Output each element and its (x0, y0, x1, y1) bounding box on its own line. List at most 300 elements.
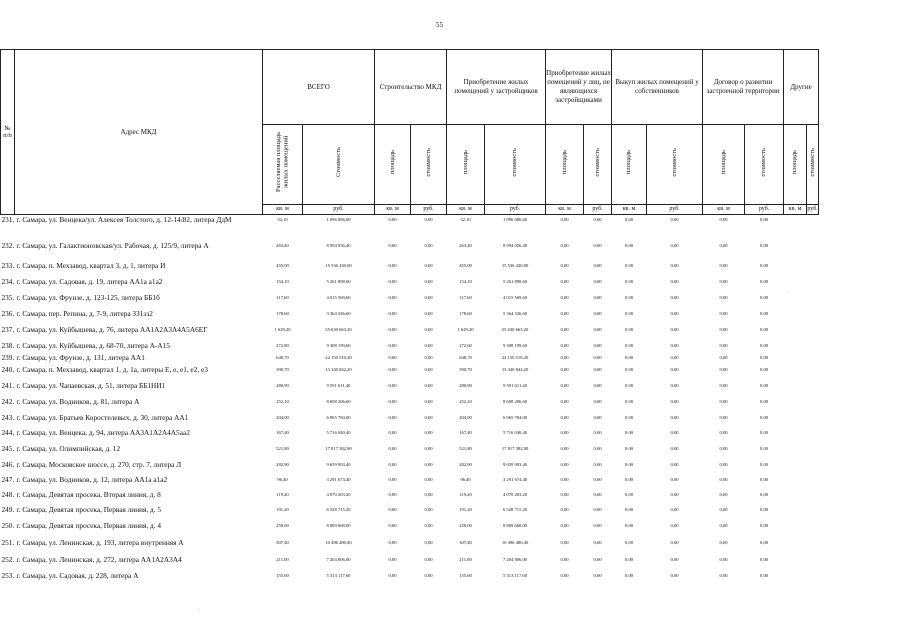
value-cell: 0,00 (625, 491, 634, 497)
value-cell: 0,00 (760, 556, 769, 562)
table-row (1, 397, 819, 413)
value-cell: 0,00 (760, 354, 769, 360)
value-cell: 0,00 (625, 414, 634, 420)
table-row (1, 365, 819, 381)
value-cell (784, 261, 807, 277)
sub-header (703, 125, 745, 205)
value-cell: 280,90 (276, 382, 289, 388)
value-cell: 0,00 (625, 342, 634, 348)
group-header: Приобретение жилых помещений у застройщиков (447, 50, 546, 125)
value-cell: 0,00 (625, 506, 634, 512)
table-body (1, 215, 819, 587)
value-cell: 0,00 (670, 491, 679, 497)
value-cell: 0,00 (760, 476, 769, 482)
table-row (1, 490, 819, 505)
value-cell: 0,00 (424, 310, 433, 316)
value-cell: 0,00 (670, 382, 679, 388)
value-cell: 0,00 (388, 476, 397, 482)
value-cell: 0,00 (719, 476, 728, 482)
row-number: 253. (1, 570, 15, 580)
value-cell: 6 965 784,00 (502, 414, 528, 420)
value-cell: 17 817 382,80 (325, 445, 352, 451)
value-cell: 204,00 (276, 414, 289, 420)
value-cell: 0,00 (625, 294, 634, 300)
value-cell: 0,00 (593, 262, 602, 268)
value-cell: 0,00 (388, 539, 397, 545)
unit-header: кв. м (447, 205, 485, 215)
value-cell (807, 293, 819, 309)
value-cell: 1 629,20 (457, 326, 474, 332)
value-cell: 0,00 (388, 342, 397, 348)
value-cell: 0,00 (593, 522, 602, 528)
value-cell: 0,00 (760, 539, 769, 545)
value-cell: 0,00 (388, 382, 397, 388)
value-cell: 455,00 (459, 262, 472, 268)
value-cell: 32,10 (277, 217, 288, 222)
value-cell: 0,00 (625, 556, 634, 562)
value-cell: 0,00 (560, 556, 569, 562)
value-cell: 0,00 (388, 354, 397, 360)
value-cell (807, 353, 819, 365)
value-cell: 0,00 (388, 429, 397, 435)
value-cell: 0,00 (760, 506, 769, 512)
value-cell: 0,00 (625, 326, 634, 332)
address-cell: г. Самара, Девятая просека, Первая линия, д. 5 (16, 504, 162, 514)
value-cell (784, 365, 807, 381)
value-cell: 0,00 (424, 414, 433, 420)
value-cell: 0,00 (670, 556, 679, 562)
sub-header-label: стоимость (511, 147, 519, 177)
table-row (1, 353, 819, 365)
value-cell: 0,00 (719, 429, 728, 435)
value-cell: 0,00 (625, 382, 634, 388)
value-cell: 0,00 (388, 398, 397, 404)
value-cell: 0,00 (424, 342, 433, 348)
value-cell: 0,00 (670, 476, 679, 482)
value-cell: 0,00 (625, 217, 634, 222)
value-cell: 155,60 (276, 572, 289, 578)
value-cell (784, 475, 807, 490)
value-cell: 390,70 (276, 366, 289, 372)
address-cell: г. Самара, п. Мехзавод, квартал 3, д. 1, литера И (16, 260, 166, 270)
table-row (1, 277, 819, 293)
value-cell: 0,00 (719, 262, 728, 268)
value-cell: 0,00 (560, 294, 569, 300)
sub-header-label: стоимость (760, 147, 768, 177)
value-cell: 282,90 (459, 461, 472, 467)
table-row (1, 261, 819, 277)
value-cell: 5 313 117,60 (503, 572, 528, 578)
value-cell: 0,00 (560, 445, 569, 451)
row-number: 236. (1, 308, 15, 318)
value-cell: 0,00 (719, 414, 728, 420)
value-cell: 10 496 480,40 (501, 539, 529, 545)
value-cell: 0,00 (560, 539, 569, 545)
value-cell: 0,00 (719, 445, 728, 451)
resettlement-table (0, 49, 819, 587)
unit-header: руб. (411, 205, 447, 215)
value-cell: 0,00 (424, 522, 433, 528)
value-cell: 258,00 (276, 522, 289, 528)
value-cell: 0,00 (670, 366, 679, 372)
row-number: 247. (1, 474, 15, 484)
value-cell: 119,20 (276, 491, 289, 497)
value-cell (807, 444, 819, 460)
value-cell: 9 308 199,60 (502, 342, 528, 348)
value-cell (784, 444, 807, 460)
value-cell: 191,20 (276, 506, 289, 512)
scan-speck: · (198, 608, 200, 613)
value-cell: 0,00 (388, 242, 397, 248)
row-number: 250. (1, 520, 15, 530)
value-cell: 0,00 (760, 242, 769, 248)
value-cell: 0,00 (625, 398, 634, 404)
value-cell: 0,00 (670, 461, 679, 467)
value-cell (784, 521, 807, 538)
value-cell: 0,00 (424, 445, 433, 451)
value-cell: 263,40 (459, 242, 472, 248)
value-cell: 0,00 (424, 354, 433, 360)
value-cell: 390,70 (459, 366, 472, 372)
value-cell: 0,00 (388, 445, 397, 451)
unit-header: руб. (303, 205, 375, 215)
value-cell: 0,00 (760, 445, 769, 451)
value-cell: 22 150 510,20 (325, 354, 352, 360)
value-cell: 0,00 (424, 262, 433, 268)
value-cell (807, 505, 819, 521)
group-header: Другие (784, 50, 819, 125)
num-header: № п/п (1, 50, 15, 215)
value-cell: 17 817 382,80 (501, 445, 529, 451)
value-cell: 0,00 (424, 398, 433, 404)
address-cell: г. Самара, ул. Садовая, д. 228, литера А (16, 570, 139, 580)
value-cell: 0,00 (560, 572, 569, 578)
value-cell: 0,00 (560, 461, 569, 467)
value-cell: 0,00 (625, 476, 634, 482)
value-cell: 6 528 715,20 (326, 506, 351, 512)
value-cell: 0,00 (719, 382, 728, 388)
value-cell: 0,00 (760, 342, 769, 348)
value-cell: 0,00 (593, 278, 602, 284)
value-cell: 282,90 (276, 461, 289, 467)
group-header: Договор о развитии застроенной территории (703, 50, 784, 125)
value-cell: 0,00 (760, 366, 769, 372)
value-cell (807, 490, 819, 505)
value-cell: 0,00 (719, 491, 728, 497)
unit-header: кв. м (703, 205, 745, 215)
value-cell: 0,00 (593, 572, 602, 578)
value-cell: 0,00 (760, 262, 769, 268)
value-cell: 0,00 (560, 506, 569, 512)
value-cell: 0,00 (670, 326, 679, 332)
value-cell: 6 528 715,20 (502, 506, 528, 512)
value-cell: 0,00 (424, 294, 433, 300)
address-cell: г. Самара, пер. Репина, д. 7-9, литера ЗЗ1зз2 (16, 308, 153, 318)
address-cell: г. Самара, ул. Ленинская, д. 272, литера АА1А2А3А4 (16, 554, 182, 564)
value-cell: 0,00 (670, 539, 679, 545)
value-cell: 55 630 663,20 (325, 326, 352, 332)
sub-header (612, 125, 647, 205)
sub-header (745, 125, 784, 205)
address-header: Адрес МКД (15, 50, 263, 215)
value-cell: 0,00 (593, 326, 602, 332)
value-cell: 0,00 (670, 398, 679, 404)
value-cell: 13 340 842,20 (325, 366, 352, 372)
group-header: Строительство МКД (375, 50, 447, 125)
value-cell: 521,80 (459, 445, 472, 451)
sub-header (546, 125, 584, 205)
table-row (1, 428, 819, 444)
value-cell: 0,00 (670, 217, 679, 222)
value-cell (807, 325, 819, 341)
address-cell: г. Самара, ул. Венцека/ул. Алексея Толстого, д. 12-14/82, литера ДдМ (16, 215, 232, 224)
value-cell: 0,00 (593, 506, 602, 512)
value-cell: 0,00 (388, 262, 397, 268)
value-cell: 0,00 (560, 326, 569, 332)
row-number: 252. (1, 554, 15, 564)
value-cell: 455,00 (276, 262, 289, 268)
sub-header-label: стоимость (593, 147, 601, 177)
value-cell: 0,00 (388, 326, 397, 332)
value-cell: 0,00 (388, 414, 397, 420)
value-cell: 0,00 (388, 491, 397, 497)
value-cell: 178,60 (276, 310, 289, 316)
value-cell (784, 428, 807, 444)
row-number: 251. (1, 537, 15, 547)
value-cell: 0,00 (560, 310, 569, 316)
value-cell: 0,00 (593, 398, 602, 404)
value-cell: 211,00 (459, 556, 472, 562)
table-row (1, 555, 819, 571)
value-cell: 3 291 674,40 (326, 476, 351, 482)
value-cell: 0,00 (560, 278, 569, 284)
address-cell: г. Самара, п. Мехзавод, квартал 1, д. 1а, литеры Е, е, е1, е2, е3 (16, 364, 208, 374)
value-cell: 9 308 199,60 (326, 342, 351, 348)
value-cell: 0,00 (760, 414, 769, 420)
sub-header (807, 125, 819, 205)
value-cell: 0,00 (670, 342, 679, 348)
value-cell: 4 070 203,20 (326, 491, 351, 497)
value-cell: 0,00 (670, 414, 679, 420)
value-cell: 252,10 (276, 398, 289, 404)
value-cell: 0,00 (719, 398, 728, 404)
row-number: 249. (1, 504, 15, 514)
value-cell: 0,00 (593, 476, 602, 482)
value-cell: 0,00 (593, 539, 602, 545)
table-row (1, 293, 819, 309)
address-cell: г. Самара, ул. Галактионовская/ул. Рабочая, д. 125/9, литера А (16, 240, 209, 250)
value-cell: 0,00 (593, 556, 602, 562)
value-cell (784, 381, 807, 397)
value-cell: 0,00 (625, 572, 634, 578)
value-cell: 0,00 (388, 278, 397, 284)
value-cell: 0,00 (670, 522, 679, 528)
value-cell: 272,60 (459, 342, 472, 348)
value-cell: 0,00 (760, 398, 769, 404)
value-cell: 6 965 784,00 (326, 414, 351, 420)
value-cell: 0,00 (719, 522, 728, 528)
value-cell: 0,00 (719, 217, 728, 222)
value-cell (807, 521, 819, 538)
value-cell: 0,00 (388, 366, 397, 372)
value-cell: 0,00 (760, 429, 769, 435)
value-cell: 0,00 (388, 522, 397, 528)
value-cell: 167,40 (459, 429, 472, 435)
address-cell: г. Самара, ул. Садовая, д. 19, литера АА1а а1а2 (16, 276, 163, 286)
value-cell: 9 591 611,40 (503, 382, 528, 388)
value-cell: 7 204 806,00 (326, 556, 351, 562)
value-cell: 0,00 (424, 491, 433, 497)
value-cell (807, 460, 819, 475)
value-cell (784, 397, 807, 413)
value-cell: 0,00 (670, 278, 679, 284)
value-cell: 0,00 (593, 461, 602, 467)
value-cell: 0,00 (424, 242, 433, 248)
value-cell: 0,00 (760, 278, 769, 284)
value-cell: 204,00 (459, 414, 472, 420)
address-cell: г. Самара, ул. Братьев Коростелевых, д. 30, литера АА1 (16, 412, 189, 422)
value-cell: 4 015 569,60 (326, 294, 351, 300)
value-cell: 0,00 (625, 461, 634, 467)
value-cell (807, 365, 819, 381)
value-cell: 191,20 (459, 506, 472, 512)
value-cell: 32,10 (460, 217, 471, 222)
value-cell: 1 096 086,60 (502, 217, 528, 222)
value-cell: 0,00 (388, 461, 397, 467)
value-cell: 0,00 (424, 572, 433, 578)
value-cell: 0,00 (593, 366, 602, 372)
row-number: 232. (1, 240, 15, 250)
row-number: 237. (1, 324, 15, 334)
value-cell: 167,40 (276, 429, 289, 435)
value-cell: 0,00 (560, 414, 569, 420)
sub-header-label: площадь (388, 149, 396, 175)
value-cell: 0,00 (388, 572, 397, 578)
value-cell: 0,00 (560, 382, 569, 388)
address-cell: г. Самара, Московское шоссе, д. 270, стр. 7, литера Л (16, 459, 182, 469)
value-cell: 0,00 (719, 556, 728, 562)
value-cell: 0,00 (424, 382, 433, 388)
value-cell: 8 994 056,40 (502, 242, 528, 248)
value-cell: 5 716 040,40 (326, 429, 351, 435)
value-cell: 252,10 (459, 398, 472, 404)
row-number: 235. (1, 292, 15, 302)
address-cell: г. Самара, ул. Фрунзе, д. 131, литера АА1 (16, 352, 145, 362)
address-cell: г. Самара, ул. Фрунзе, д. 123-125, литера ББ1б (16, 292, 160, 302)
address-cell: г. Самара, ул. Ленинская, д. 193, литера внутренняя А (16, 537, 184, 547)
value-cell: 0,00 (560, 366, 569, 372)
table-row (1, 444, 819, 460)
value-cell: 5 261 898,60 (502, 278, 528, 284)
value-cell: 0,00 (388, 506, 397, 512)
sub-header (784, 125, 807, 205)
value-cell: 0,00 (560, 262, 569, 268)
value-cell: 117,60 (459, 294, 472, 300)
sub-header-label: площадь (625, 149, 633, 175)
value-cell: 0,00 (560, 242, 569, 248)
row-number: 233. (1, 260, 15, 270)
value-cell: 0,00 (593, 242, 602, 248)
value-cell: 0,00 (719, 342, 728, 348)
value-cell: 0,00 (560, 217, 569, 222)
unit-header: кв. м (263, 205, 303, 215)
value-cell (784, 538, 807, 555)
group-header: Выкуп жилых помещений у собственников (612, 50, 703, 125)
value-cell: 0,00 (388, 217, 397, 222)
sub-header-label: площадь (791, 149, 799, 175)
value-cell: 0,00 (424, 429, 433, 435)
sub-header-label: стоимость (424, 147, 432, 177)
value-cell: 0,00 (719, 572, 728, 578)
value-cell: 521,80 (276, 445, 289, 451)
value-cell (807, 309, 819, 325)
value-cell: 0,00 (670, 572, 679, 578)
value-cell: 0,00 (593, 429, 602, 435)
value-cell (784, 325, 807, 341)
unit-header: кв. м (784, 205, 807, 215)
sub-header-label: площадь (461, 149, 469, 175)
value-cell: 0,00 (424, 539, 433, 545)
unit-header: кв. м (546, 205, 584, 215)
value-cell (807, 538, 819, 555)
sub-header-label: стоимость (808, 147, 816, 177)
value-cell: 0,00 (719, 294, 728, 300)
sub-header (303, 125, 375, 205)
value-cell: 0,00 (593, 310, 602, 316)
value-cell (807, 277, 819, 293)
table-row (1, 215, 819, 241)
row-number: 238. (1, 340, 15, 350)
value-cell (784, 353, 807, 365)
value-cell: 0,00 (424, 366, 433, 372)
address-cell: г. Самара, Девятая просека, Вторая линия, д. 8 (16, 489, 161, 499)
value-cell: 7 204 806,00 (502, 556, 528, 562)
sub-header (485, 125, 546, 205)
value-cell: 5 261 898,60 (326, 278, 351, 284)
value-cell (784, 413, 807, 428)
sub-header-label: площадь (560, 149, 568, 175)
value-cell: 0,00 (670, 262, 679, 268)
value-cell: 0,00 (388, 556, 397, 562)
value-cell: 0,00 (719, 242, 728, 248)
value-cell: 10 496 480,40 (325, 539, 352, 545)
value-cell: 0,00 (593, 294, 602, 300)
value-cell: 0,00 (424, 506, 433, 512)
value-cell: 280,90 (459, 382, 472, 388)
value-cell: 0,00 (560, 476, 569, 482)
value-cell: 0,00 (388, 310, 397, 316)
value-cell: 8 608 206,60 (326, 398, 351, 404)
value-cell: 4 070 203,20 (502, 491, 528, 497)
value-cell: 4 015 569,60 (502, 294, 528, 300)
value-cell: 648,70 (459, 354, 472, 360)
row-number: 246. (1, 459, 15, 469)
row-number: 244. (1, 427, 15, 437)
value-cell: 0,00 (670, 506, 679, 512)
sub-header (447, 125, 485, 205)
value-cell: 178,60 (459, 310, 472, 316)
page-number: 55 (436, 21, 443, 29)
value-cell (784, 555, 807, 571)
table-row (1, 413, 819, 428)
address-cell: г. Самара, ул. Куйбышева, д. 76, литера АА1А2А3А4А5А6ЕГ (16, 324, 208, 334)
value-cell: 0,00 (760, 310, 769, 316)
table-row (1, 381, 819, 397)
value-cell (784, 215, 807, 241)
unit-header: руб. (584, 205, 612, 215)
value-cell: 0,00 (625, 539, 634, 545)
address-cell: г. Самара, ул. Водников, д. 81, литера А (16, 396, 140, 406)
